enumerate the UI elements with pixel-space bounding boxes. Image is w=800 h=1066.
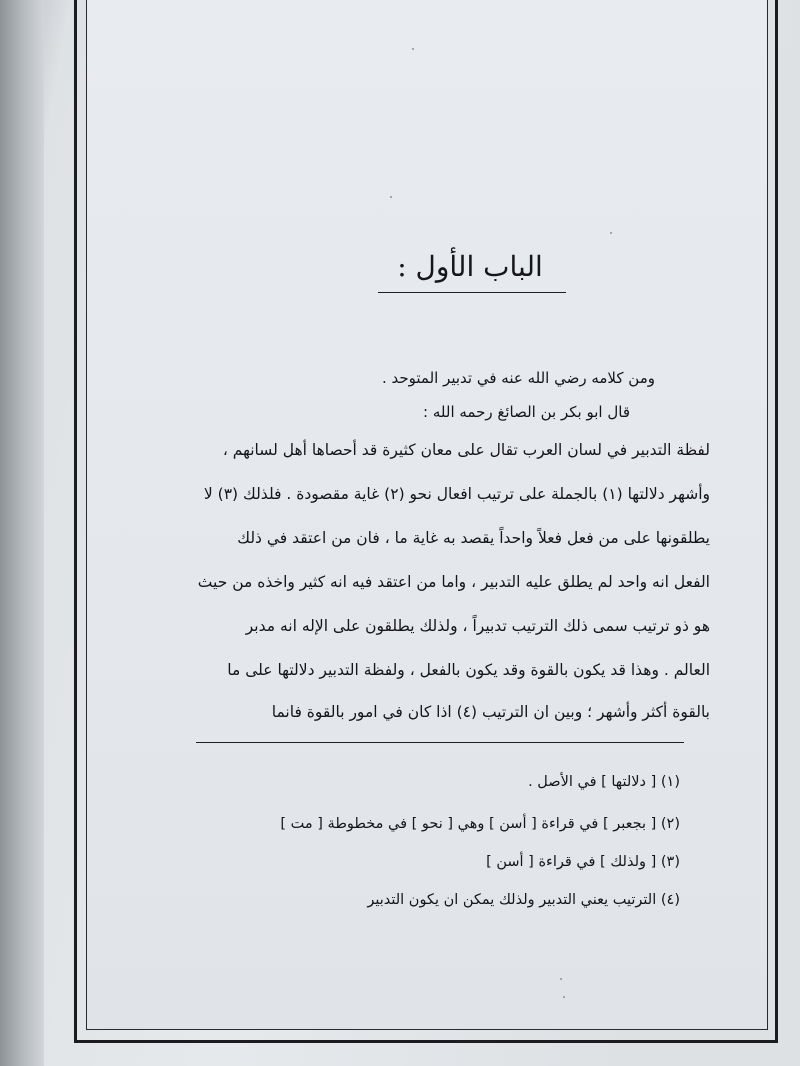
body-text-line: العالم . وهذا قد يكون بالقوة وقد يكون بالفعل ، ولفظة التدبير دلالتها على ما	[227, 661, 710, 679]
intro-line: قال ابو بكر بن الصائغ رحمه الله :	[423, 403, 630, 421]
footnote: (٣) [ ولذلك ] في قراءة [ أسن ]	[486, 854, 680, 870]
footnote-separator	[196, 742, 684, 743]
footnote: (٢) [ بجعبر ] في قراءة [ أسن ] وهي [ نحو ] في مخطوطة [ مت ]	[280, 816, 680, 832]
footnote: (٤) الترتيب يعني التدبير ولذلك يمكن ان يكون التدبير	[367, 892, 680, 908]
page-content	[100, 0, 750, 1020]
book-gutter-shadow	[0, 0, 44, 1066]
body-text-line: يطلقونها على من فعل فعلاً واحداً يقصد به غاية ما ، فان من اعتقد في ذلك	[237, 529, 710, 547]
body-text-line: بالقوة أكثر وأشهر ؛ وبين ان الترتيب (٤) اذا كان في امور بالقوة فانما	[271, 703, 710, 721]
title-underline	[378, 292, 566, 293]
body-text-line: وأشهر دلالتها (١) بالجملة على ترتيب افعال نحو (٢) غاية مقصودة . فلذلك (٣) لا	[203, 485, 710, 503]
paper-speck	[412, 48, 414, 50]
footnote: (١) [ دلالتها ] في الأصل .	[528, 774, 680, 790]
intro-line: ومن كلامه رضي الله عنه في تدبير المتوحد .	[381, 369, 655, 387]
paper-speck	[390, 196, 392, 198]
chapter-title: الباب الأول :	[397, 250, 543, 283]
paper-speck	[563, 996, 565, 998]
paper-speck	[610, 232, 612, 234]
body-text-line: الفعل انه واحد لم يطلق عليه التدبير ، واما من اعتقد فيه انه كثير واخذه من حيث	[197, 573, 710, 591]
paper-speck	[560, 978, 562, 980]
body-text-line: لفظة التدبير في لسان العرب تقال على معان كثيرة قد أحصاها أهل لسانهم ،	[222, 441, 710, 459]
body-text-line: هو ذو ترتيب سمى ذلك الترتيب تدبيراً ، ولذلك يطلقون على الإله انه مدبر	[245, 617, 710, 635]
